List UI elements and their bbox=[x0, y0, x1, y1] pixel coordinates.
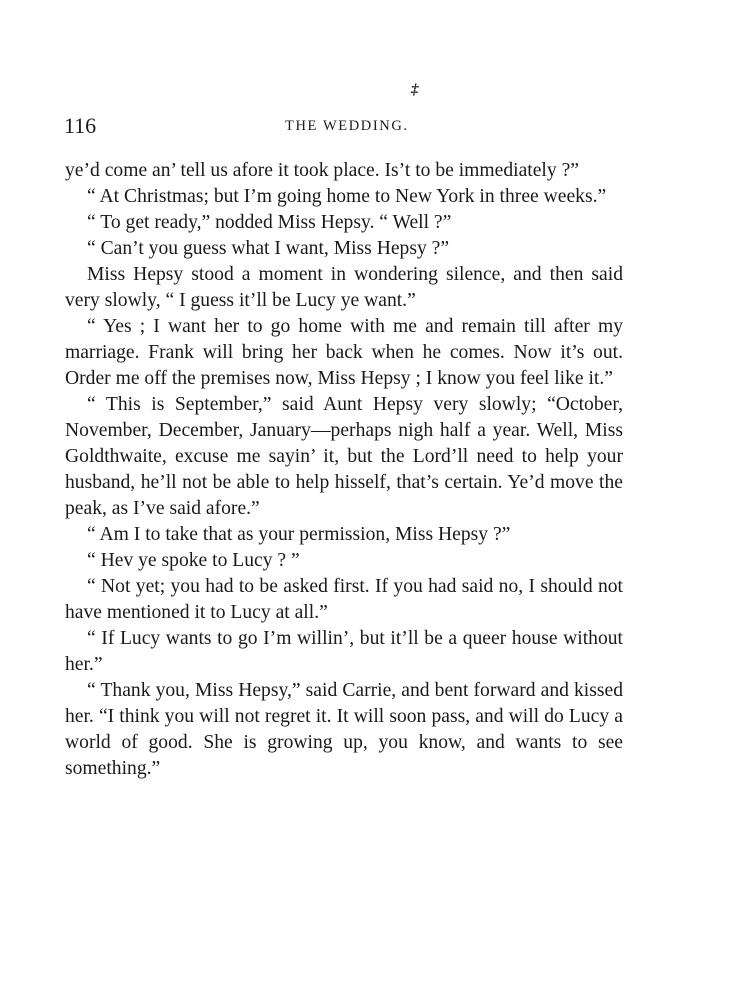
paragraph: ye’d come an’ tell us afore it took place. Is’t to be immediately ?” bbox=[65, 160, 579, 181]
paragraph: “ To get ready,” nodded Miss Hepsy. “ Well ?” bbox=[87, 212, 452, 233]
paragraph: “ If Lucy wants to go I’m willin’, but it’ll be a queer house without her.” bbox=[65, 628, 623, 675]
paragraph: “ At Christmas; but I’m going home to New York in three weeks.” bbox=[87, 186, 607, 207]
stray-print-mark: ‡ bbox=[411, 82, 419, 98]
body-text bbox=[65, 158, 623, 782]
page-number: 116 bbox=[64, 113, 97, 138]
paragraph: “ Can’t you guess what I want, Miss Hepsy ?” bbox=[87, 238, 450, 259]
paragraph: “ Am I to take that as your permission, Miss Hepsy ?” bbox=[87, 524, 511, 545]
paragraph: “ Hev ye spoke to Lucy ? ” bbox=[87, 550, 300, 571]
paragraph: “ Yes ; I want her to go home with me and remain till after my marriage. Frank will bring her back when he comes. Now it’s out. Order me off the premises now, Miss Hepsy ; I know you feel like it.” bbox=[65, 316, 623, 389]
paragraph: “ Thank you, Miss Hepsy,” said Carrie, and bent forward and kissed her. “I think you will not regret it. It will soon pass, and will do Lucy a world of good. She is growing up, you know, and wants to see something.” bbox=[65, 680, 623, 779]
page-header bbox=[64, 113, 626, 139]
paragraph: “ This is September,” said Aunt Hepsy very slowly; “October, November, December, January—perhaps nigh half a year. Well, Miss Goldthwaite, excuse me sayin’ it, but the Lord’ll need to help your husband, he’ll not be able to help hisself, that’s certain. Ye’d move the peak, as I’ve said afore.” bbox=[65, 394, 623, 519]
paragraph: Miss Hepsy stood a moment in wondering silence, and then said very slowly, “ I guess it’ll be Lucy ye want.” bbox=[65, 264, 623, 311]
running-head: THE WEDDING. bbox=[285, 118, 409, 134]
paragraph: “ Not yet; you had to be asked first. If you had said no, I should not have mentioned it to Lucy at all.” bbox=[65, 576, 623, 623]
